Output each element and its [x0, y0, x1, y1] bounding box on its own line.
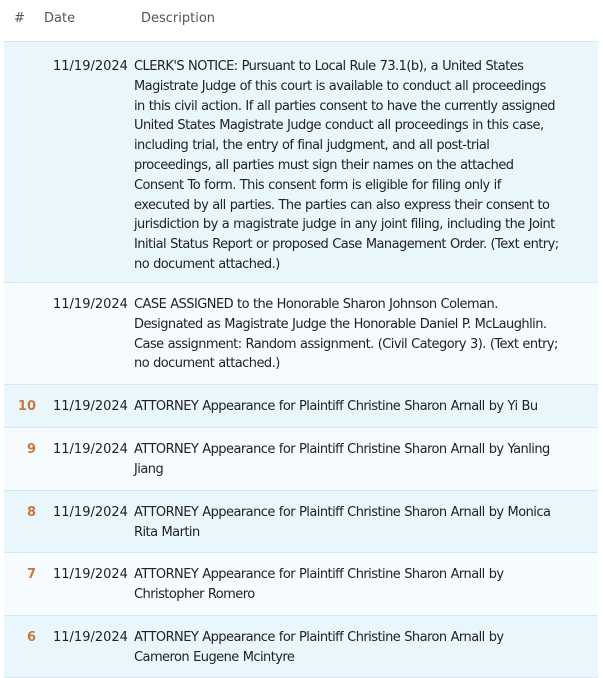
docket-entry-number[interactable]: 9 — [26, 442, 36, 457]
docket-entry-description — [134, 57, 589, 275]
docket-entry-date: 11/19/2024 — [53, 399, 128, 414]
header-number[interactable]: # — [14, 11, 25, 26]
table-row — [4, 491, 598, 553]
docket-entry-date: 11/19/2024 — [53, 630, 128, 645]
description-line: ATTORNEY Appearance for Plaintiff Christine Sharon Arnall by Yi Bu — [134, 399, 538, 414]
description-line: CLERK'S NOTICE: Pursuant to Local Rule 73.1(b), a United States — [134, 59, 524, 74]
docket-entry-description — [134, 440, 589, 480]
docket-table — [4, 0, 598, 678]
table-row — [4, 283, 598, 385]
description-line: Christopher Romero — [134, 586, 255, 602]
docket-entry-number[interactable]: 7 — [26, 567, 36, 582]
docket-entry-date: 11/19/2024 — [53, 505, 128, 520]
docket-entry-date: 11/19/2024 — [53, 59, 128, 74]
docket-entry-number[interactable]: 6 — [26, 630, 36, 645]
description-line: jurisdiction by a magistrate judge in any joint filing, including the Joint — [134, 217, 555, 233]
docket-entry-number[interactable]: 10 — [17, 399, 36, 414]
description-line: ATTORNEY Appearance for Plaintiff Christine Sharon Arnall by — [134, 567, 504, 582]
description-line: CASE ASSIGNED to the Honorable Sharon Johnson Coleman. — [134, 297, 498, 312]
description-line: no document attached.) — [134, 256, 280, 272]
docket-entry-date: 11/19/2024 — [53, 297, 128, 312]
header-description[interactable]: Description — [141, 11, 216, 26]
table-row — [4, 42, 598, 283]
description-line: in this civil action. If all parties consent to have the currently assigned — [134, 98, 555, 114]
description-line: Initial Status Report or proposed Case Management Order. (Text entry; — [134, 237, 559, 253]
description-line: Cameron Eugene Mcintyre — [134, 649, 295, 665]
description-line: ATTORNEY Appearance for Plaintiff Christine Sharon Arnall by Monica — [134, 505, 551, 520]
docket-entry-description — [134, 503, 589, 543]
docket-entry-description — [134, 628, 589, 668]
docket-entry-date: 11/19/2024 — [53, 567, 128, 582]
docket-entry-description — [134, 397, 589, 417]
description-line: Magistrate Judge of this court is available to conduct all proceedings — [134, 78, 546, 94]
description-line: no document attached.) — [134, 356, 280, 372]
docket-entry-date: 11/19/2024 — [53, 442, 128, 457]
description-line: including trial, the entry of final judgment, and all post-trial — [134, 138, 490, 154]
docket-rows — [4, 42, 598, 678]
description-line: executed by all parties. The parties can also express their consent to — [134, 197, 550, 213]
description-line: proceedings, all parties must sign their names on the attached — [134, 157, 514, 173]
table-row — [4, 428, 598, 491]
description-line: ATTORNEY Appearance for Plaintiff Christine Sharon Arnall by Yanling — [134, 442, 550, 457]
description-line: United States Magistrate Judge conduct all proceedings in this case, — [134, 118, 544, 134]
description-line: Rita Martin — [134, 524, 200, 540]
table-row — [4, 616, 598, 678]
description-line: ATTORNEY Appearance for Plaintiff Christine Sharon Arnall by — [134, 630, 504, 645]
table-row — [4, 553, 598, 616]
description-line: Jiang — [134, 461, 164, 477]
docket-entry-description — [134, 295, 589, 374]
docket-entry-description — [134, 565, 589, 605]
header-date[interactable]: Date — [44, 11, 76, 26]
docket-table-header — [4, 0, 598, 42]
description-line: Designated as Magistrate Judge the Honorable Daniel P. McLaughlin. — [134, 316, 547, 332]
description-line: Case assignment: Random assignment. (Civil Category 3). (Text entry; — [134, 336, 558, 352]
docket-entry-number[interactable]: 8 — [26, 505, 36, 520]
table-row — [4, 385, 598, 428]
description-line: Consent To form. This consent form is eligible for filing only if — [134, 177, 501, 193]
